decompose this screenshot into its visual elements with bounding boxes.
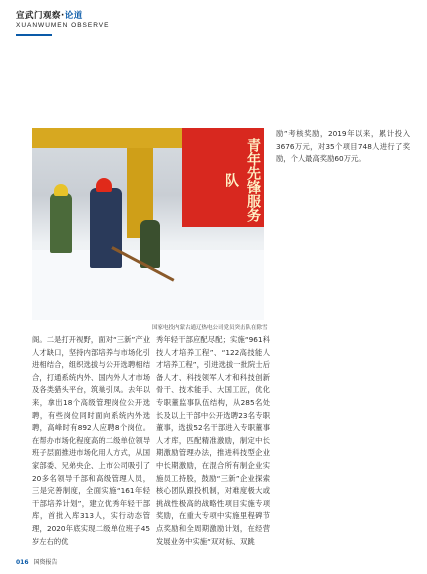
section-subtitle-en: XUANWUMEN OBSERVE	[16, 22, 110, 29]
worker-figure	[140, 220, 160, 268]
page-number: 016	[16, 559, 29, 566]
hard-hat-icon	[54, 184, 68, 196]
header-rule	[16, 34, 52, 36]
page-header	[16, 9, 109, 29]
article-column-right	[276, 128, 410, 166]
section-title	[16, 9, 109, 21]
paragraph: 秀年轻干部应配尽配；实施“961科技人才培养工程”、“122高技能人才培养工程”，引进选拔一批院士后备人才、科技领军人才和科技创新骨干、技术能手、大国工匠，优化专职董监事队伍结构，从285名处长及以上干部中公开选聘23名专职董事，选拔52名干部进入专职董事人才库，匹配精准激励，制定中长期激励管理办法，推进科技型企业中长期激励，在混合所有制企业实施员工持股，鼓励“三新”企业探索核心团队跟投机制，对难度极大或挑战性极高的战略性项目实施专项奖励，在重大专项中实施里程碑节点奖励和全周期激励计划，在经营发展业务中实施“双对标、双跳	[156, 335, 270, 546]
section-title-main: 宣武门观察·	[16, 11, 65, 21]
publication-name: 国资报告	[33, 559, 58, 566]
worker-figure	[90, 188, 122, 268]
crane-beam	[32, 128, 202, 148]
article-column-mid	[156, 334, 270, 548]
article-column-left	[32, 334, 150, 548]
hard-hat-icon	[96, 178, 112, 192]
section-title-accent: 论道	[64, 11, 83, 21]
article-photo	[32, 128, 264, 320]
photo-caption: 国家电投内蒙古通辽热电公司党员突击队在除雪	[152, 325, 268, 331]
paragraph: 阁。二是打开视野，面对“三新”产业人才缺口，坚持内部培养与市场化引进相结合，组织选拔与公开选聘相结合，打通系统内外、国内外人才市场及各类猎头平台，筑巢引凤。去年以来，拿出18个高级管理岗位公开选聘，有些岗位同时面向系统内外选聘，高峰时有892人应聘8个岗位。在帮办市场化程度高的二级单位领导班子层面推进市场化用人方式，从国家部委、兄弟央企、上市公司吸引了20多名领导千部和高级管理人员，三是完善制度，全面实施“161年轻干部培养计划”，建立优秀年轻干部库，首批入库313人，实行动态管理，2020年底实现二级单位班子45岁左右的优	[32, 335, 150, 546]
worker-figure	[50, 193, 72, 253]
page-footer	[16, 557, 57, 566]
paragraph: 励”考核奖励，2019年以来，累计投入3676万元，对35个项目748人进行了奖励，个人最高奖励60万元。	[276, 129, 410, 164]
photo-banner: 青年先锋服务队	[182, 128, 264, 227]
